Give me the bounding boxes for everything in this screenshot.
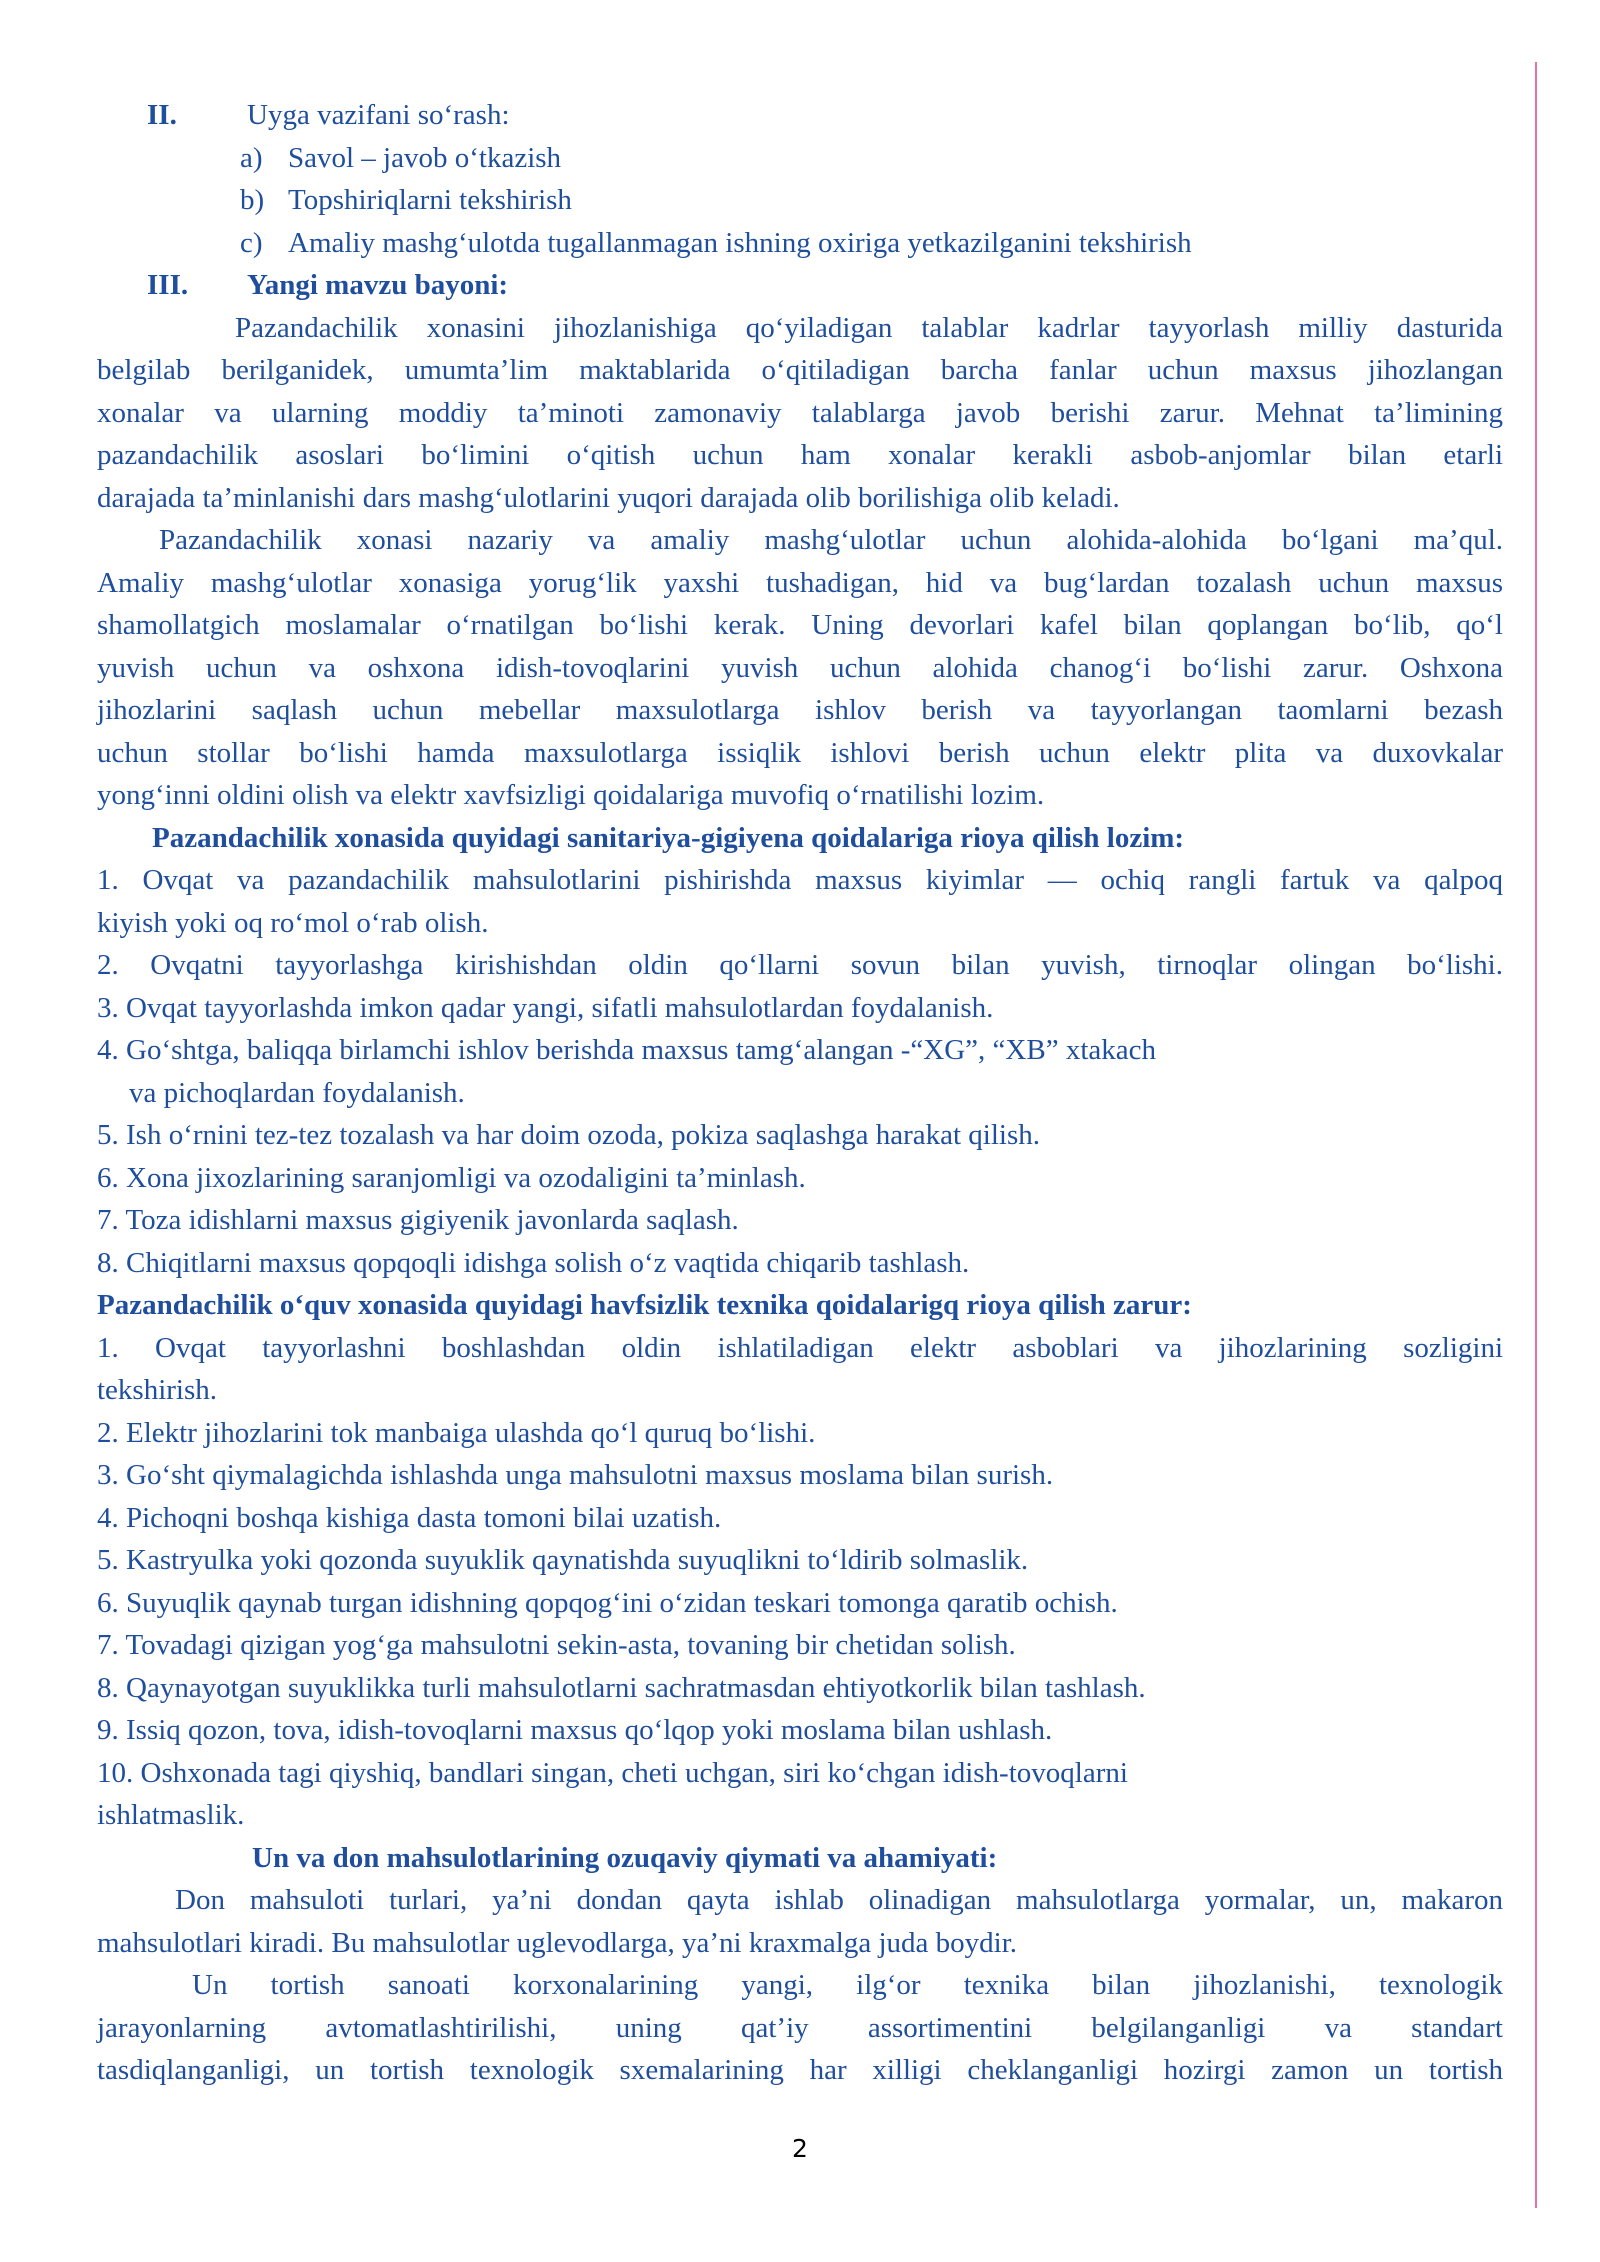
list-item: a) Savol – javob o‘tkazish: [240, 141, 562, 174]
list-item: 4. Go‘shtga, baliqqa birlamchi ishlov berishda maxsus tamg‘alangan -“XG”, “XB” xtakach: [97, 1034, 1156, 1066]
list-item: 7. Toza idishlarni maxsus gigiyenik javonlarda saqlash.: [97, 1204, 739, 1236]
page-margin-line: [1535, 62, 1537, 2208]
list-item: 10. Oshxonada tagi qiyshiq, bandlari singan, cheti uchgan, siri ko‘chgan idish-tovoqlarni: [97, 1756, 1128, 1789]
paragraph-line: tasdiqlanganligi, un tortish texnologik sxemalarining har xilligi cheklanganligi hozirgi zamon un tortish: [97, 2054, 1503, 2086]
list-item-continuation: ishlatmaslik.: [97, 1799, 245, 1831]
list-item: 1. Ovqat tayyorlashni boshlashdan oldin ishlatiladigan elektr asboblari va jihozlarining sozligini: [97, 1331, 1503, 1364]
paragraph-line: jarayonlarning avtomatlashtirilishi, uning qat’iy assortimentini belgilanganligi va standart: [97, 2011, 1503, 2044]
paragraph-line: jihozlarini saqlash uchun mebellar maxsulotlarga ishlov berish va tayyorlangan taomlarni bezash: [97, 694, 1503, 726]
section-2-heading: [97, 94, 1503, 137]
section-2-numeral: II.: [147, 99, 177, 131]
list-item: c) Amaliy mashg‘ulotda tugallanmagan ishning oxiriga yetkazilganini tekshirish: [240, 226, 1192, 259]
list-item: 3. Ovqat tayyorlashda imkon qadar yangi, sifatli mahsulotlardan foydalanish.: [97, 991, 994, 1024]
list-item: 2. Ovqatni tayyorlashga kirishishdan oldin qo‘llarni sovun bilan yuvish, tirnoqlar olingan bo‘lishi.: [97, 949, 1503, 981]
paragraph-line: mahsulotlari kiradi. Bu mahsulotlar uglevodlarga, ya’ni kraxmalga juda boydir.: [97, 1926, 1017, 1959]
paragraph-line: uchun stollar bo‘lishi hamda maxsulotlarga issiqlik ishlovi berish uchun elektr plita va duxovkalar: [97, 736, 1503, 769]
paragraph-line: xonalar va ularning moddiy ta’minoti zamonaviy talablarga javob berishi zarur. Mehnat ta’limining: [97, 396, 1503, 429]
paragraph-line: yuvish uchun va oshxona idish-tovoqlarini yuvish uchun alohida chanog‘i bo‘lishi zarur. Oshxona: [97, 651, 1503, 684]
list-item: 5. Kastryulka yoki qozonda suyuklik qaynatishda suyuqlikni to‘ldirib solmaslik.: [97, 1544, 1029, 1576]
paragraph-line: Pazandachilik xonasi nazariy va amaliy mashg‘ulotlar uchun alohida-alohida bo‘lgani ma’qul.: [159, 524, 1503, 556]
list-item: 6. Suyuqlik qaynab turgan idishning qopqog‘ini o‘zidan teskari tomonga qaratib ochish.: [97, 1586, 1118, 1619]
paragraph-line: pazandachilik asoslari bo‘limini o‘qitish uchun ham xonalar kerakli asbob-anjomlar bilan etarli: [97, 439, 1503, 471]
list-item: 8. Qaynayotgan suyuklikka turli mahsulotlarni sachratmasdan ehtiyotkorlik bilan tashlash.: [97, 1671, 1146, 1704]
paragraph-line: Don mahsuloti turlari, ya’ni dondan qayta ishlab olinadigan mahsulotlarga yormalar, un, makaron: [175, 1884, 1503, 1916]
list-item-continuation: tekshirish.: [97, 1374, 218, 1406]
page-number: 2: [792, 2134, 808, 2163]
list-item-continuation: va pichoqlardan foydalanish.: [129, 1076, 465, 1109]
list-item: 5. Ish o‘rnini tez-tez tozalash va har doim ozoda, pokiza saqlashga harakat qilish.: [97, 1119, 1040, 1151]
paragraph-line: Pazandachilik xonasini jihozlanishiga qo‘yiladigan talablar kadrlar tayyorlash milliy dasturida: [235, 311, 1503, 344]
section-2-title: Uyga vazifani so‘rash:: [247, 99, 510, 131]
list-item: b) Topshiriqlarni tekshirish: [240, 184, 572, 216]
list-item: 1. Ovqat va pazandachilik mahsulotlarini pishirishda maxsus kiyimlar — ochiq rangli fartuk va qalpoq: [97, 864, 1503, 896]
section-3-numeral: III.: [147, 269, 189, 301]
section-3-heading: [97, 264, 1503, 307]
document-page: [97, 94, 1503, 2092]
paragraph-line: belgilab berilganidek, umumta’lim maktablarida o‘qitiladigan barcha fanlar uchun maxsus jihozlangan: [97, 354, 1503, 386]
paragraph-line: darajada ta’minlanishi dars mashg‘ulotlarini yuqori darajada olib borilishiga olib keladi.: [97, 481, 1120, 514]
paragraph-line: Amaliy mashg‘ulotlar xonasiga yorug‘lik yaxshi tushadigan, hid va bug‘lardan tozalash uchun maxsus: [97, 566, 1503, 599]
list-item-continuation: kiyish yoki oq ro‘mol o‘rab olish.: [97, 906, 489, 939]
list-item: 8. Chiqitlarni maxsus qopqoqli idishga solish o‘z vaqtida chiqarib tashlash.: [97, 1246, 970, 1279]
paragraph-line: Un tortish sanoati korxonalarining yangi, ilg‘or texnika bilan jihozlanishi, texnologik: [192, 1969, 1503, 2001]
section-3-title: Yangi mavzu bayoni:: [247, 269, 509, 301]
list-item: 9. Issiq qozon, tova, idish-tovoqlarni maxsus qo‘lqop yoki moslama bilan ushlash.: [97, 1714, 1053, 1746]
list-item: 6. Xona jixozlarining saranjomligi va ozodaligini ta’minlash.: [97, 1161, 806, 1194]
sanitary-rules-heading: Pazandachilik xonasida quyidagi sanitariya-gigiyena qoidalariga rioya qilish lozim:: [152, 821, 1185, 854]
list-item: 7. Tovadagi qizigan yog‘ga mahsulotni sekin-asta, tovaning bir chetidan solish.: [97, 1629, 1016, 1661]
list-item: 2. Elektr jihozlarini tok manbaiga ulashda qo‘l quruq bo‘lishi.: [97, 1416, 816, 1449]
paragraph-line: yong‘inni oldini olish va elektr xavfsizligi qoidalariga muvofiq o‘rnatilishi lozim.: [97, 779, 1045, 811]
paragraph-line: shamollatgich moslamalar o‘rnatilgan bo‘lishi kerak. Uning devorlari kafel bilan qoplangan bo‘lib, qo‘l: [97, 609, 1503, 641]
grain-section-heading: Un va don mahsulotlarining ozuqaviy qiymati va ahamiyati:: [252, 1841, 998, 1874]
list-item: 3. Go‘sht qiymalagichda ishlashda unga mahsulotni maxsus moslama bilan surish.: [97, 1459, 1054, 1491]
safety-rules-heading: Pazandachilik o‘quv xonasida quyidagi havfsizlik texnika qoidalarigq rioya qilish zarur:: [97, 1289, 1192, 1321]
list-item: 4. Pichoqni boshqa kishiga dasta tomoni bilai uzatish.: [97, 1501, 722, 1534]
